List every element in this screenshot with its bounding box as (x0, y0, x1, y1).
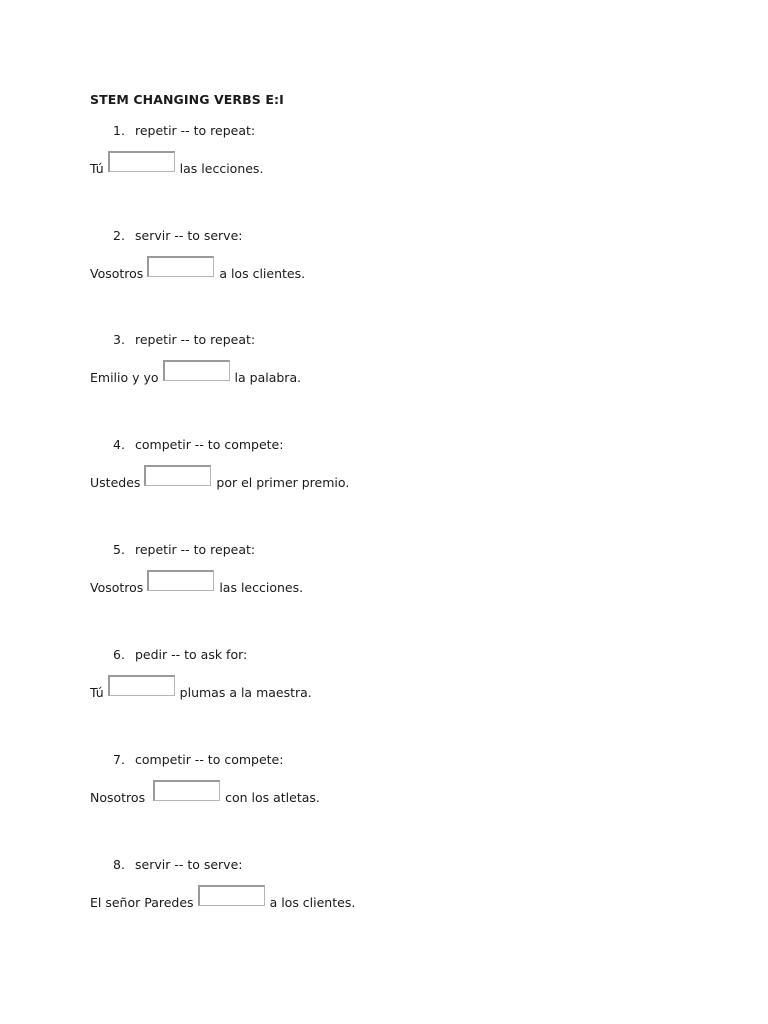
question-prompt-text: pedir -- to ask for: (135, 647, 248, 662)
question-number: 4. (113, 437, 125, 452)
sentence-rest: las lecciones. (219, 580, 304, 595)
sentence-line (90, 364, 301, 385)
question-prompt (113, 542, 255, 557)
sentence-line (90, 679, 312, 700)
sentence-line (90, 889, 355, 910)
question-number: 5. (113, 542, 125, 557)
question-prompt-text: servir -- to serve: (135, 228, 243, 243)
sentence-rest: por el primer premio. (216, 475, 350, 490)
question-prompt (113, 228, 242, 243)
question-prompt (113, 857, 242, 872)
question-number: 8. (113, 857, 125, 872)
question-prompt (113, 437, 283, 452)
sentence-subject: Vosotros (90, 580, 144, 595)
sentence-line (90, 155, 263, 176)
sentence-subject: Nosotros (90, 790, 146, 805)
question-number: 6. (113, 647, 125, 662)
question-prompt (113, 647, 247, 662)
question-prompt (113, 752, 283, 767)
question-prompt (113, 332, 255, 347)
question-prompt-text: repetir -- to repeat: (135, 542, 256, 557)
answer-input-8[interactable] (198, 885, 265, 906)
sentence-line (90, 469, 349, 490)
question-prompt-text: competir -- to compete: (135, 752, 284, 767)
sentence-rest: a los clientes. (269, 895, 356, 910)
answer-input-3[interactable] (163, 360, 230, 381)
sentence-subject: Tú (90, 161, 104, 176)
sentence-subject: El señor Paredes (90, 895, 194, 910)
question-prompt (113, 123, 255, 138)
question-number: 2. (113, 228, 125, 243)
sentence-rest: a los clientes. (219, 266, 306, 281)
question-prompt-text: competir -- to compete: (135, 437, 284, 452)
sentence-rest: las lecciones. (179, 161, 264, 176)
question-number: 7. (113, 752, 125, 767)
sentence-rest: la palabra. (234, 370, 302, 385)
question-number: 3. (113, 332, 125, 347)
question-prompt-text: repetir -- to repeat: (135, 123, 256, 138)
sentence-subject: Emilio y yo (90, 370, 159, 385)
answer-input-7[interactable] (153, 780, 220, 801)
sentence-line (90, 260, 305, 281)
question-prompt-text: servir -- to serve: (135, 857, 243, 872)
answer-input-5[interactable] (147, 570, 214, 591)
question-number: 1. (113, 123, 125, 138)
answer-input-6[interactable] (108, 675, 175, 696)
question-prompt-text: repetir -- to repeat: (135, 332, 256, 347)
sentence-rest: plumas a la maestra. (179, 685, 312, 700)
worksheet-title: STEM CHANGING VERBS E:I (90, 92, 284, 107)
sentence-subject: Vosotros (90, 266, 144, 281)
answer-input-4[interactable] (144, 465, 211, 486)
sentence-line (90, 784, 320, 805)
answer-input-1[interactable] (108, 151, 175, 172)
answer-input-2[interactable] (147, 256, 214, 277)
sentence-subject: Ustedes (90, 475, 141, 490)
sentence-line (90, 574, 303, 595)
sentence-rest: con los atletas. (225, 790, 320, 805)
sentence-subject: Tú (90, 685, 104, 700)
